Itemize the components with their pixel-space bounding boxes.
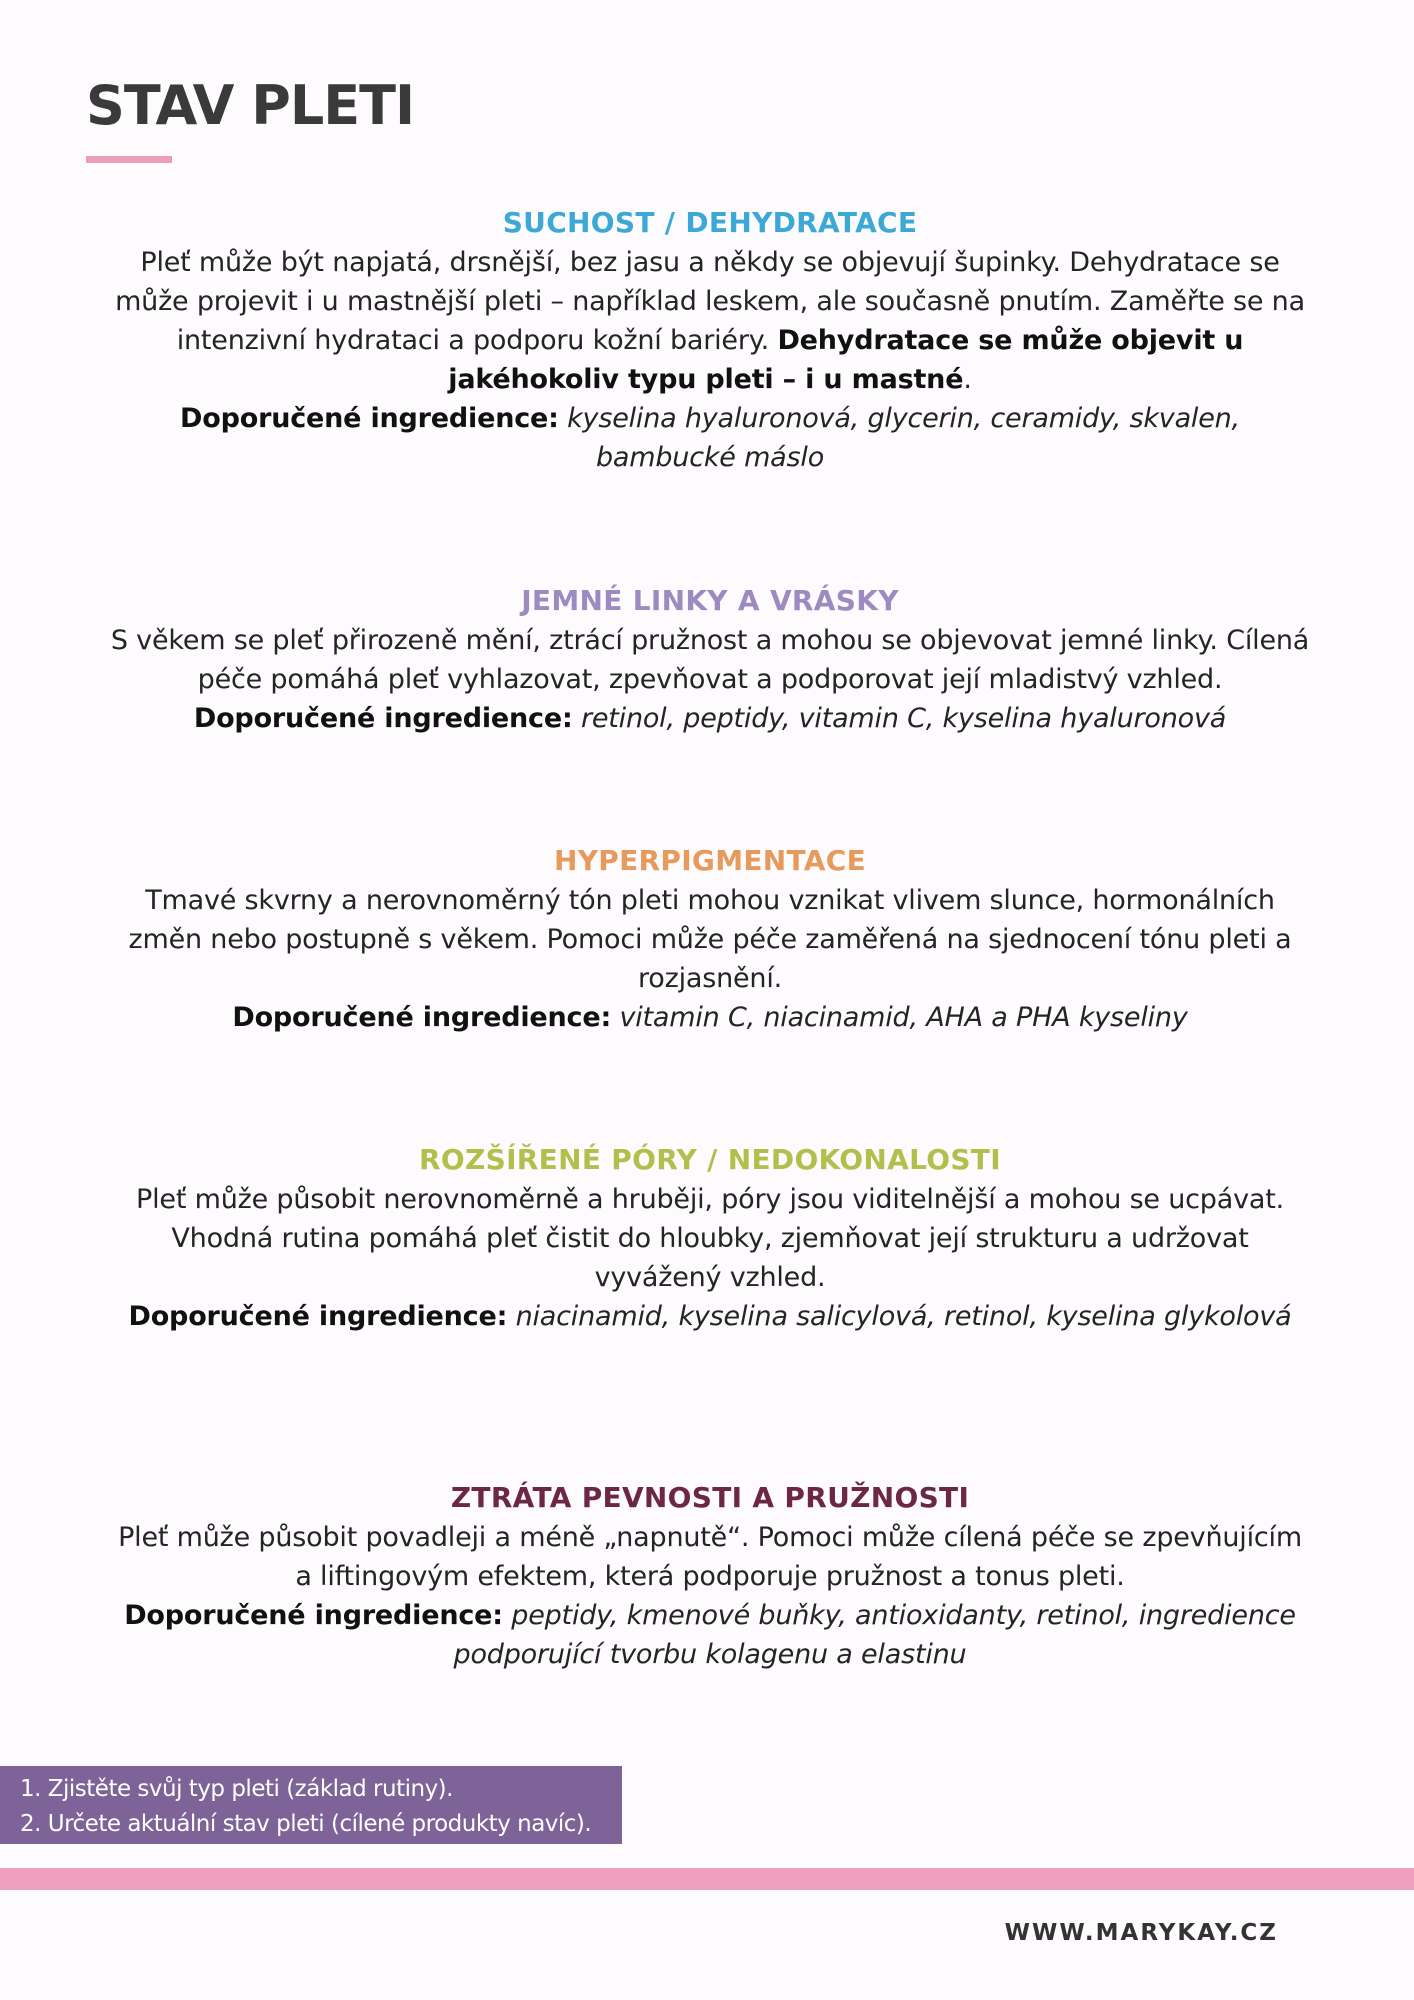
ingredients-label: Doporučené ingredience: [124, 1600, 503, 1631]
section-heading: JEMNÉ LINKY A VRÁSKY [521, 584, 899, 617]
ingredients-list: retinol, peptidy, vitamin C, kyselina hyaluronová [580, 703, 1227, 734]
section-dryness [110, 205, 1310, 477]
ingredients-list: vitamin C, niacinamid, AHA a PHA kyseliny [619, 1002, 1188, 1033]
section-heading: ROZŠÍŘENÉ PÓRY / NEDOKONALOSTI [419, 1143, 1001, 1176]
ingredients-list: niacinamid, kyselina salicylová, retinol, kyselina glykolová [515, 1301, 1292, 1332]
section-description: S věkem se pleť přirozeně mění, ztrácí pružnost a mohou se objevovat jemné linky. Cílená péče pomáhá pleť vyhlazovat, zpevňovat a podporovat její mladistvý vzhled. [110, 625, 1310, 695]
section-text [110, 1180, 1310, 1336]
section-text [110, 1518, 1310, 1674]
note-step-2: 2. Určete aktuální stav pleti (cílené produkty navíc). [20, 1811, 592, 1837]
section-heading: ZTRÁTA PEVNOSTI A PRUŽNOSTI [450, 1481, 970, 1514]
section-description: Pleť může být napjatá, drsnější, bez jasu a někdy se objevují šupinky. Dehydratace se může projevit i u mastnější pleti – například leskem, ale současně pnutím. Zaměřte se na intenzivní hydrataci a podporu kožní bariéry. [115, 247, 1305, 356]
ingredients-label: Doporučené ingredience: [128, 1301, 508, 1332]
note-step-1: 1. Zjistěte svůj typ pleti (základ rutiny). [20, 1776, 453, 1802]
ingredients-list: kyselina hyaluronová, glycerin, ceramidy, skvalen, bambucké máslo [567, 403, 1240, 473]
section-heading: HYPERPIGMENTACE [553, 844, 867, 877]
section-description: Pleť může působit povadleji a méně „napnutě“. Pomoci může cílená péče se zpevňujícím a liftingovým efektem, která podporuje pružnost a tonus pleti. [118, 1522, 1302, 1592]
section-text [110, 243, 1310, 477]
section-description: Pleť může působit nerovnoměrně a hruběji, póry jsou viditelnější a mohou se ucpávat. Vhodná rutina pomáhá pleť čistit do hloubky, zjemňovat její strukturu a udržovat vyvážený vzhled. [136, 1184, 1284, 1293]
page-title: STAV PLETI [86, 74, 415, 137]
steps-note [0, 1766, 622, 1844]
ingredients-label: Doporučené ingredience: [232, 1002, 612, 1033]
section-firmness [110, 1480, 1310, 1674]
footer-band [0, 1868, 1414, 1890]
section-description: Tmavé skvrny a nerovnoměrný tón pleti mohou vznikat vlivem slunce, hormonálních změn nebo postupně s věkem. Pomoci může péče zaměřená na sjednocení tónu pleti a rozjasnění. [128, 885, 1292, 994]
section-pores [110, 1142, 1310, 1336]
section-fine-lines [110, 583, 1310, 738]
section-text [110, 621, 1310, 738]
section-hyperpigmentation [110, 843, 1310, 1037]
website-url[interactable]: WWW.MARYKAY.CZ [1004, 1920, 1278, 1946]
section-emphasis-suffix: . [963, 364, 972, 395]
section-text [110, 881, 1310, 1037]
section-emphasis: Dehydratace se může objevit u jakéhokoliv typu pleti – i u mastné [448, 325, 1244, 395]
ingredients-label: Doporučené ingredience: [193, 703, 573, 734]
section-heading: SUCHOST / DEHYDRATACE [502, 206, 918, 239]
ingredients-label: Doporučené ingredience: [180, 403, 559, 434]
title-underline [86, 156, 172, 163]
ingredients-list: peptidy, kmenové buňky, antioxidanty, retinol, ingredience podporující tvorbu kolagenu a elastinu [453, 1600, 1296, 1670]
